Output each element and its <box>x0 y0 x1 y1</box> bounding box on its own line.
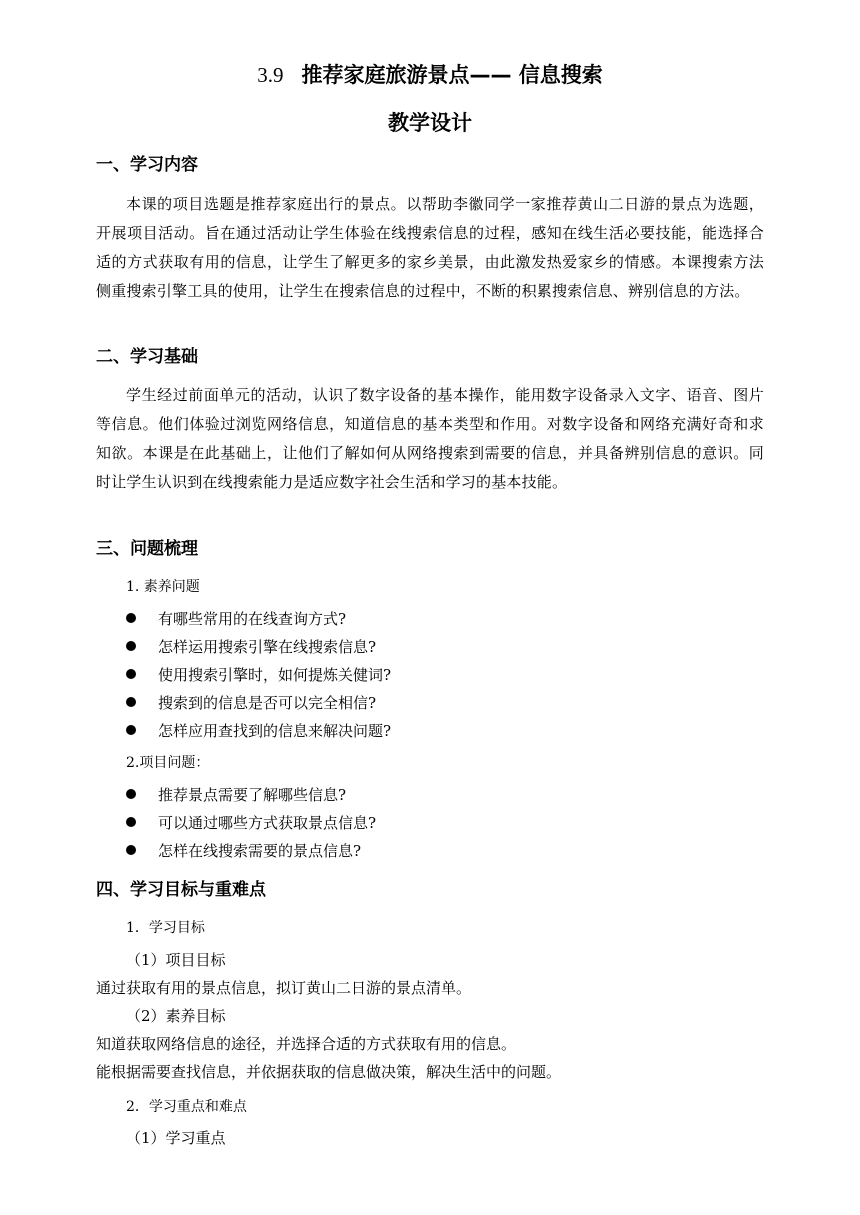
bullet-icon <box>126 641 136 651</box>
key-point-label: （1）学习重点 <box>126 1129 226 1147</box>
bullet-icon <box>126 613 136 623</box>
lesson-title: 推荐家庭旅游景点—— 信息搜索 <box>301 63 603 87</box>
bullet-icon <box>126 697 136 707</box>
literacy-goal-text-1: 知道获取网络信息的途径，并选择合适的方式获取有用的信息。 <box>96 1035 517 1053</box>
literacy-goal-label: （2）素养目标 <box>126 1007 226 1025</box>
section-heading-goals: 四、学习目标与重难点 <box>96 880 266 900</box>
section-heading-questions: 三、问题梳理 <box>96 539 198 559</box>
document-subtitle: 教学设计 <box>388 111 472 135</box>
project-goal-text: 通过获取有用的景点信息，拟订黄山二日游的景点清单。 <box>96 979 472 997</box>
section-body-basis: 学生经过前面单元的活动，认识了数字设备的基本操作，能用数字设备录入文字、语音、图片等信息。他们体验过浏览网络信息，知道信息的基本类型和作用。对数字设备和网络充满好奇和求知欲。本课是在此基础上，让他们了解如何从网络搜索到需要的信息，并具备辨别信息的意识。同时让学生认识到在线搜索能力是适应数字社会生活和学习的基本技能。 <box>96 386 764 491</box>
section-body-content: 本课的项目选题是推荐家庭出行的景点。以帮助李徽同学一家推荐黄山二日游的景点为选题，开展项目活动。旨在通过活动让学生体验在线搜索信息的过程，感知在线生活必要技能，能选择合适的方式获取有用的信息，让学生了解更多的家乡美景，由此激发热爱家乡的情感。本课搜索方法侧重搜索引擎工具的使用，让学生在搜索信息的过程中，不断的积累搜索信息、辨别信息的方法。 <box>96 195 764 300</box>
list-item: 搜索到的信息是否可以完全相信? <box>126 689 391 717</box>
bullet-icon <box>126 845 136 855</box>
list-item: 怎样运用搜索引擎在线搜索信息? <box>126 633 391 661</box>
bullet-icon <box>126 817 136 827</box>
project-goal-label: （1）项目目标 <box>126 951 226 969</box>
list-item: 推荐景点需要了解哪些信息? <box>126 781 376 809</box>
key-points-label: 2．学习重点和难点 <box>126 1099 247 1115</box>
lesson-number: 3.9 <box>257 63 284 87</box>
section-heading-basis: 二、学习基础 <box>96 347 198 367</box>
literacy-questions-list <box>126 605 391 745</box>
bullet-icon <box>126 725 136 735</box>
list-item: 怎样应用查找到的信息来解决问题? <box>126 717 391 745</box>
document-title <box>0 60 860 90</box>
bullet-icon <box>126 669 136 679</box>
project-questions-list <box>126 781 376 865</box>
bullet-icon <box>126 789 136 799</box>
list-item: 可以通过哪些方式获取景点信息? <box>126 809 376 837</box>
list-item: 有哪些常用的在线查询方式? <box>126 605 391 633</box>
literacy-questions-label: 1. 素养问题 <box>126 579 200 595</box>
section-heading-content: 一、学习内容 <box>96 155 198 175</box>
project-questions-label: 2.项目问题： <box>126 755 210 771</box>
literacy-goal-text-2: 能根据需要查找信息，并依据获取的信息做决策，解决生活中的问题。 <box>96 1063 562 1081</box>
list-item: 怎样在线搜索需要的景点信息? <box>126 837 376 865</box>
list-item: 使用搜索引擎时，如何提炼关健词? <box>126 661 391 689</box>
goals-label: 1．学习目标 <box>126 920 205 936</box>
